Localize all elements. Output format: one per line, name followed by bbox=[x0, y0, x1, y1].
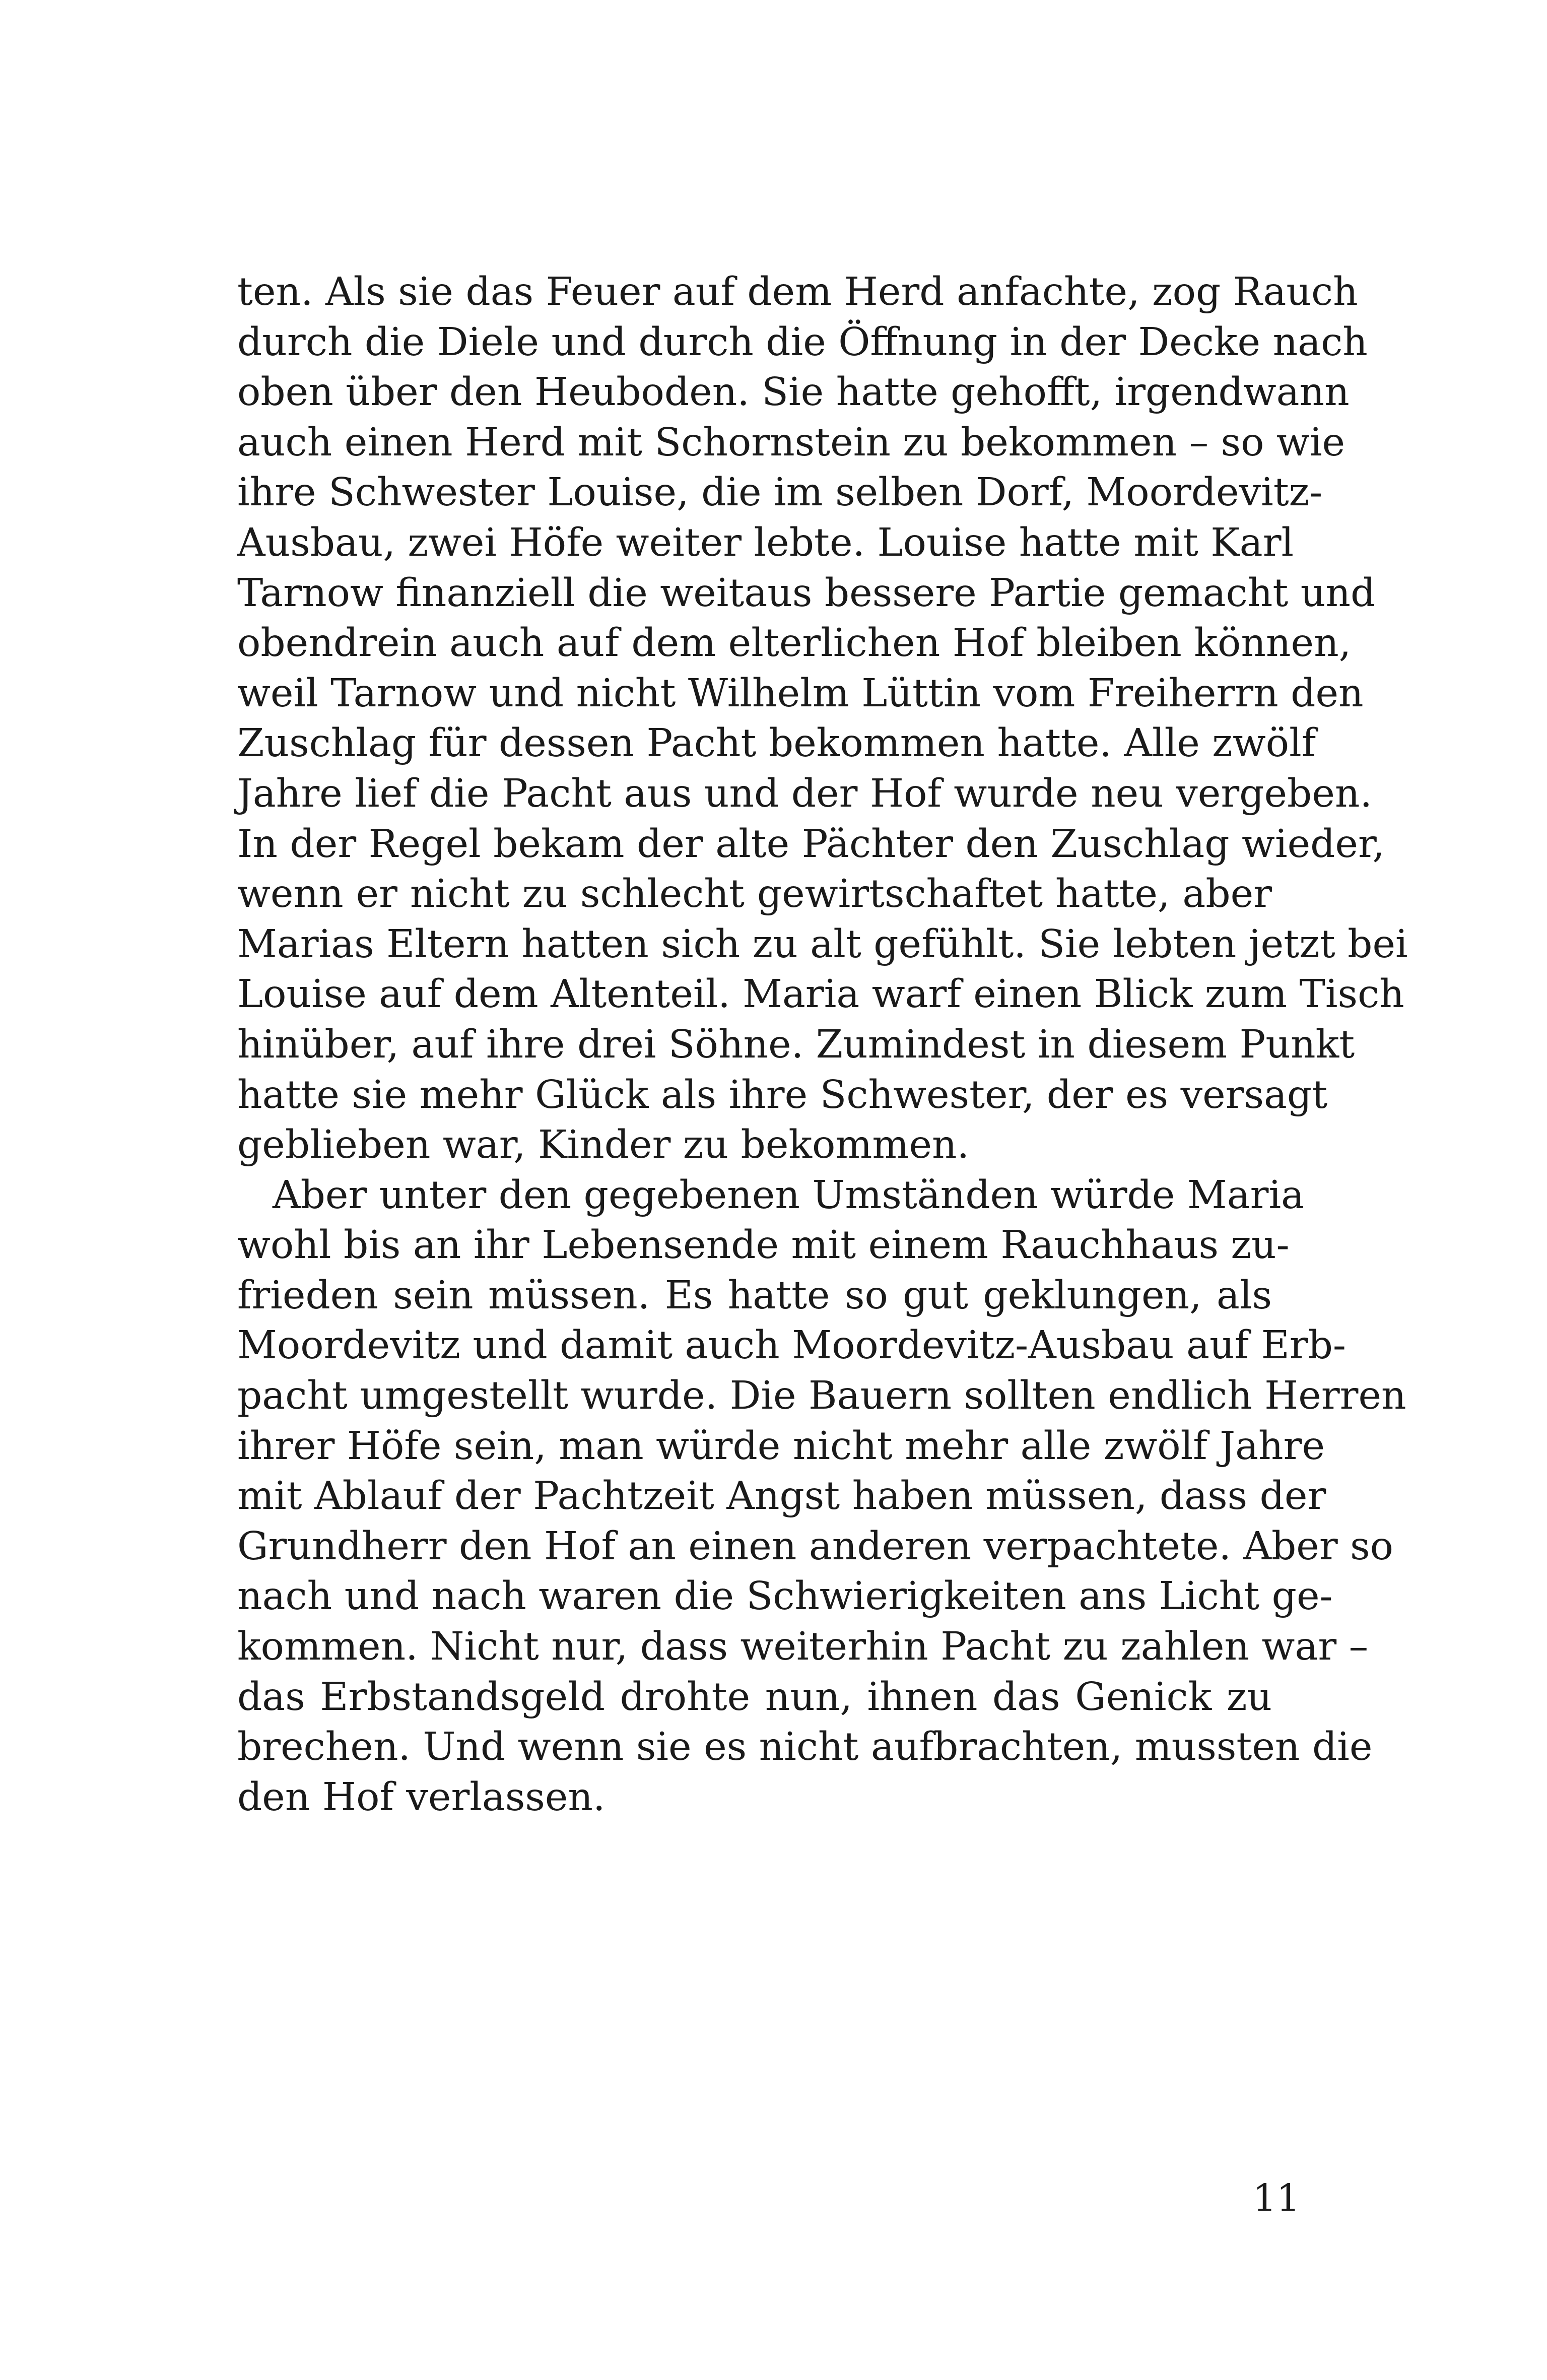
text-line: Louise auf dem Altenteil. Maria warf einen Blick zum Tisch bbox=[237, 972, 1404, 1017]
text-line: Grundherr den Hof an einen anderen verpachtete. Aber so bbox=[237, 1524, 1394, 1569]
text-line: kommen. Nicht nur, dass weiterhin Pacht zu zahlen war – bbox=[237, 1624, 1369, 1670]
text-line: ihrer Höfe sein, man würde nicht mehr alle zwölf Jahre bbox=[237, 1423, 1325, 1469]
text-line: ten. Als sie das Feuer auf dem Herd anfachte, zog Rauch bbox=[237, 270, 1358, 314]
text-line: das Erbstandsgeld drohte nun, ihnen das Genick zu bbox=[237, 1674, 1272, 1720]
text-line: hinüber, auf ihre drei Söhne. Zumindest in diesem Punkt bbox=[237, 1022, 1355, 1067]
text-line: mit Ablauf der Pachtzeit Angst haben müssen, dass der bbox=[237, 1474, 1326, 1519]
text-line: Ausbau, zwei Höfe weiter lebte. Louise hatte mit Karl bbox=[237, 520, 1294, 565]
text-line: wohl bis an ihr Lebensende mit einem Rauchhaus zu- bbox=[237, 1223, 1290, 1268]
text-line: Moordevitz und damit auch Moordevitz-Ausbau auf Erb- bbox=[237, 1323, 1346, 1368]
text-line: pacht umgestellt wurde. Die Bauern sollten endlich Herren bbox=[237, 1373, 1406, 1419]
text-line: frieden sein müssen. Es hatte so gut geklungen, als bbox=[237, 1273, 1272, 1318]
text-line: Tarnow finanziell die weitaus bessere Partie gemacht und bbox=[237, 570, 1376, 616]
text-line: durch die Diele und durch die Öffnung in der Decke nach bbox=[237, 319, 1368, 365]
body-text bbox=[237, 267, 1408, 1822]
text-line: hatte sie mehr Glück als ihre Schwester, der es versagt bbox=[237, 1072, 1328, 1117]
text-line: nach und nach waren die Schwierigkeiten ans Licht ge- bbox=[237, 1574, 1333, 1619]
text-line: wenn er nicht zu schlecht gewirtschaftet hatte, aber bbox=[237, 872, 1272, 917]
text-line: den Hof verlassen. bbox=[237, 1774, 606, 1820]
page-number: 11 bbox=[1252, 2176, 1300, 2220]
text-line: weil Tarnow und nicht Wilhelm Lüttin vom Freiherrn den bbox=[237, 671, 1364, 716]
text-line: obendrein auch auf dem elterlichen Hof bleiben können, bbox=[237, 621, 1352, 666]
text-line: Marias Eltern hatten sich zu alt gefühlt. Sie lebten jetzt bei bbox=[237, 921, 1408, 967]
text-line: brechen. Und wenn sie es nicht aufbrachten, mussten die bbox=[237, 1725, 1373, 1770]
text-line: In der Regel bekam der alte Pächter den Zuschlag wieder, bbox=[237, 821, 1385, 867]
text-line: ihre Schwester Louise, die im selben Dorf, Moordevitz- bbox=[237, 470, 1323, 515]
text-line: geblieben war, Kinder zu bekommen. bbox=[237, 1122, 970, 1168]
text-line: Zuschlag für dessen Pacht bekommen hatte. Alle zwölf bbox=[237, 721, 1316, 766]
text-line: Aber unter den gegebenen Umständen würde Maria bbox=[273, 1172, 1304, 1218]
text-line: Jahre lief die Pacht aus und der Hof wurde neu vergeben. bbox=[237, 771, 1372, 816]
text-line: oben über den Heuboden. Sie hatte gehofft, irgendwann bbox=[237, 370, 1350, 415]
text-line: auch einen Herd mit Schornstein zu bekommen – so wie bbox=[237, 420, 1346, 465]
